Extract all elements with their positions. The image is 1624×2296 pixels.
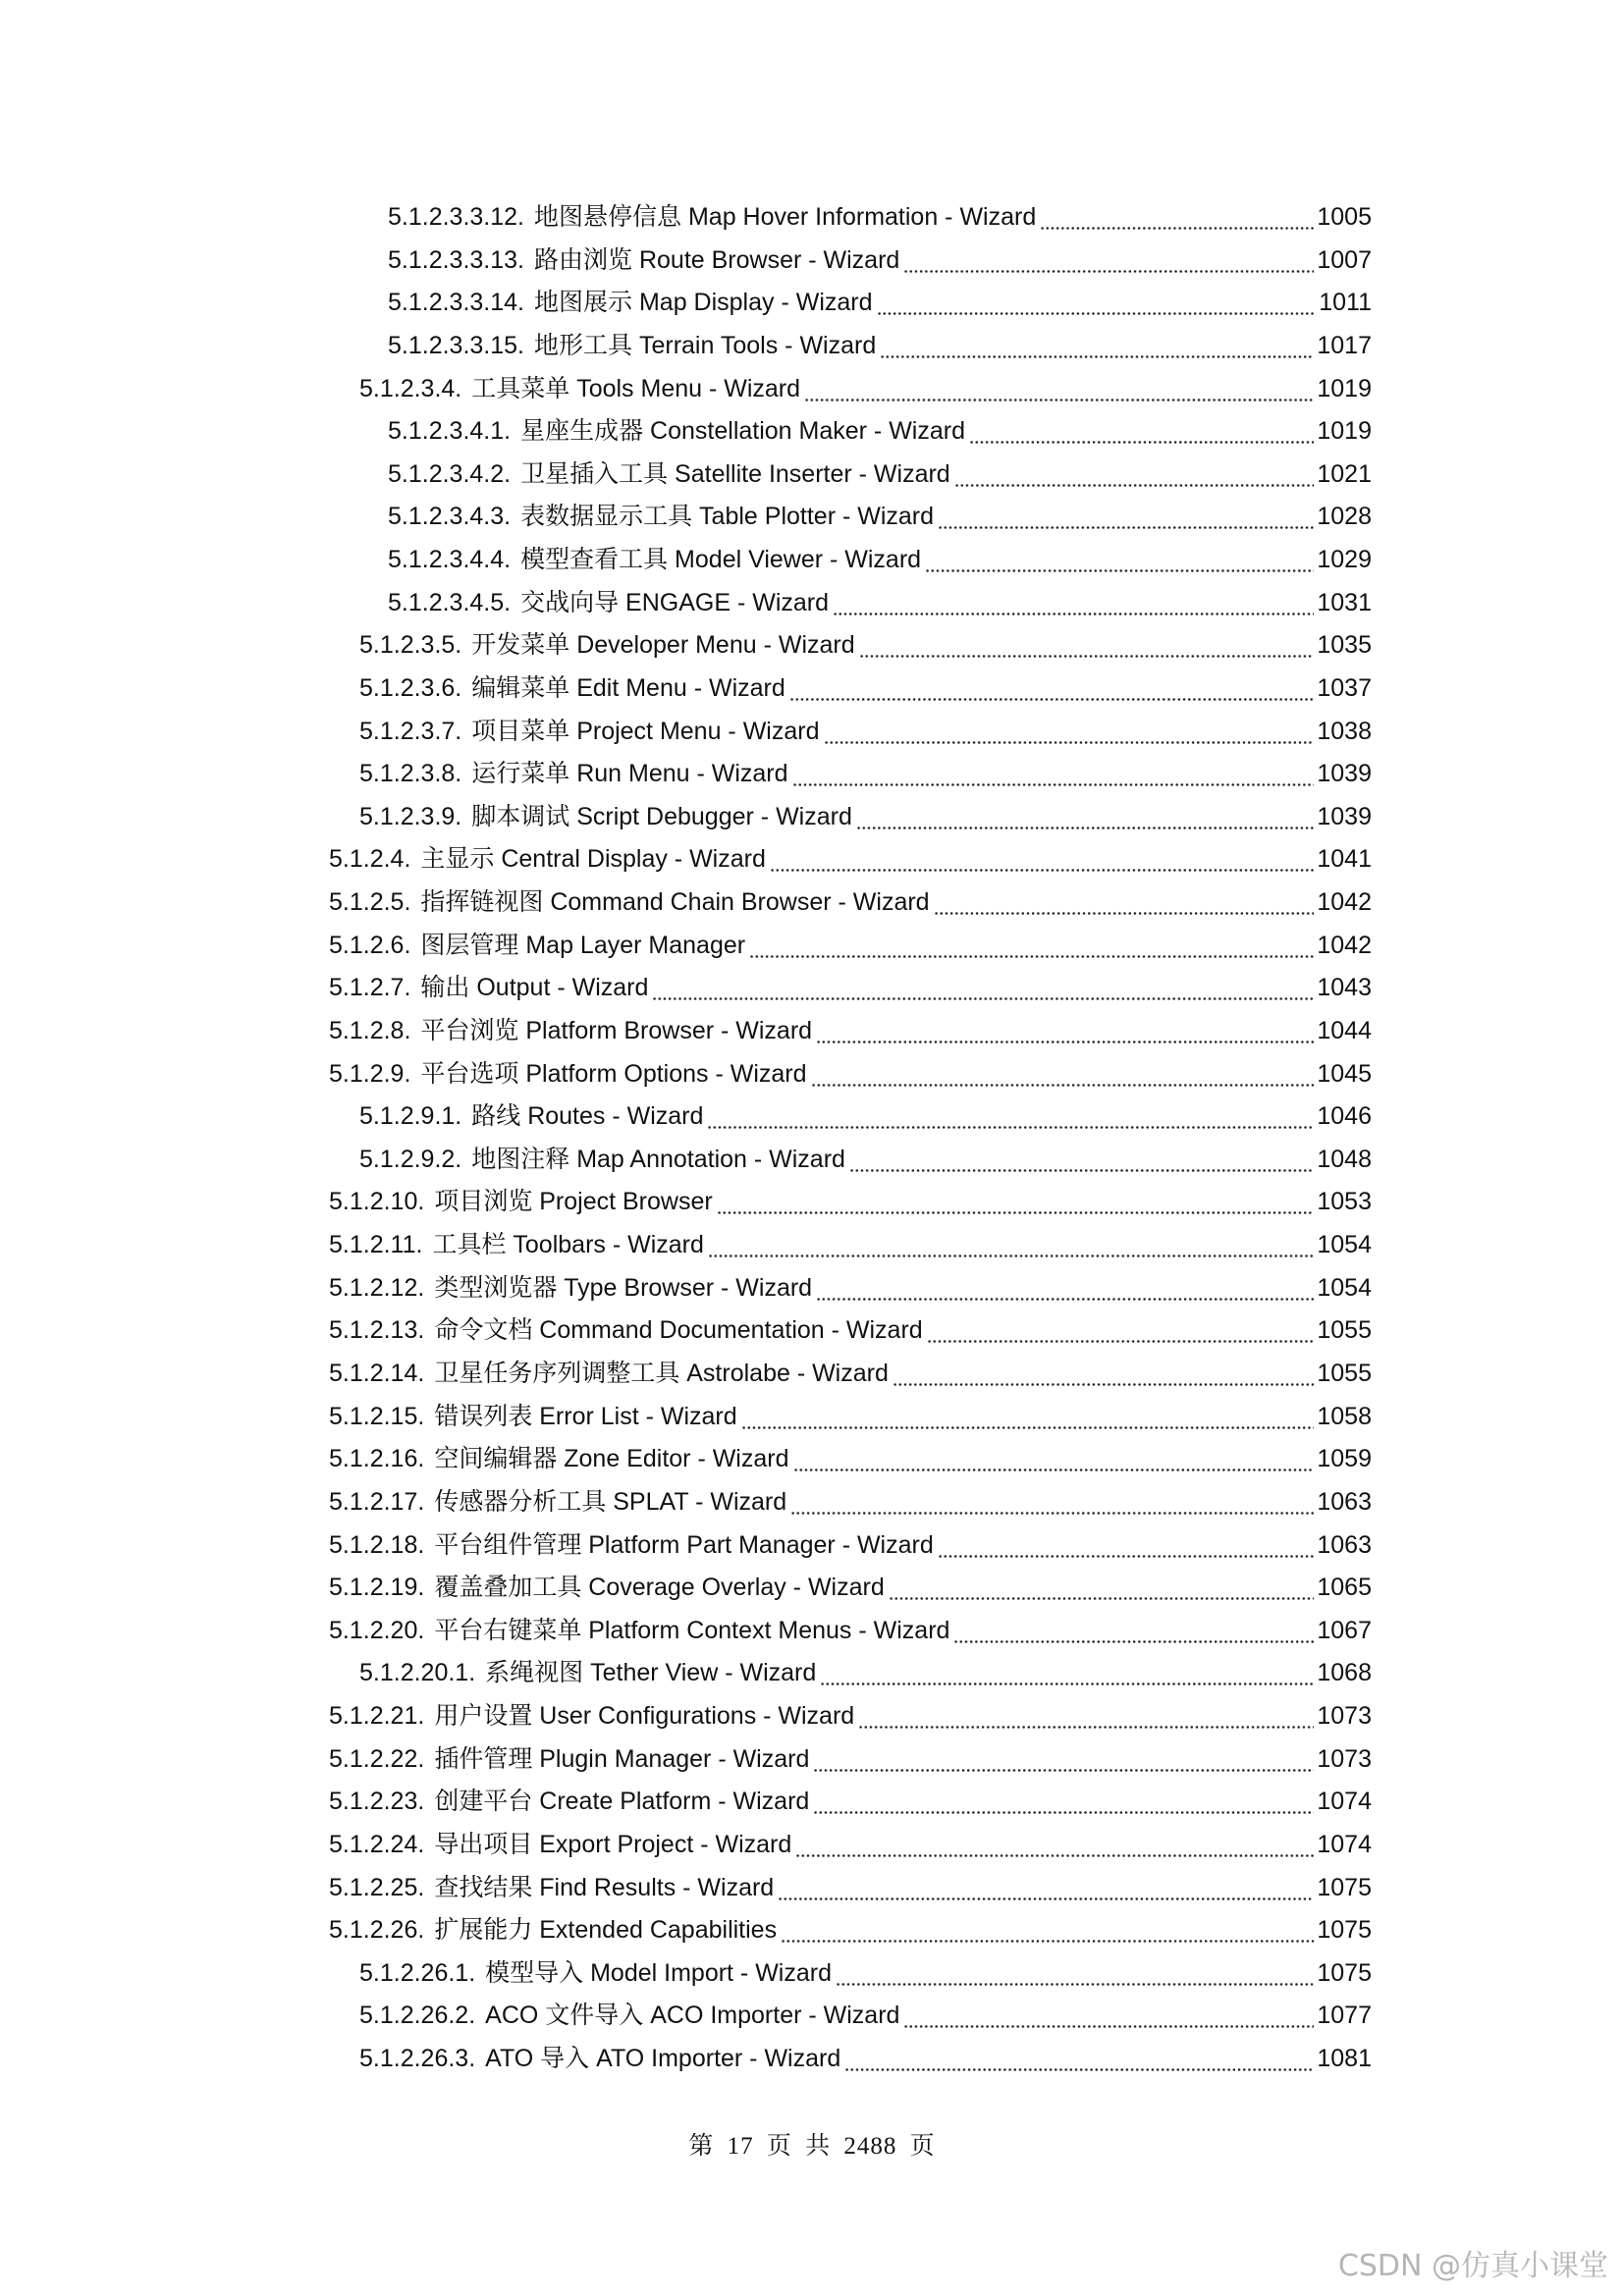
toc-entry-number: 5.1.2.3.4.2. [388, 460, 512, 488]
toc-dot-leader [813, 1741, 1314, 1777]
toc-entry[interactable] [329, 1484, 1372, 1520]
toc-entry-title: 工具菜单 Tools Menu - Wizard [471, 375, 801, 402]
toc-entry-number: 5.1.2.18. [329, 1531, 425, 1559]
toc-entry[interactable] [388, 413, 1372, 449]
toc-entry-number: 5.1.2.5. [329, 888, 411, 916]
toc-dot-leader [927, 1312, 1315, 1348]
toc-entry[interactable] [329, 1698, 1372, 1734]
toc-entry-number: 5.1.2.16. [329, 1445, 425, 1472]
toc-entry-title: 导出项目 Export Project - Wizard [434, 1831, 792, 1858]
toc-entry[interactable] [359, 1142, 1372, 1177]
toc-entry-number: 5.1.2.15. [329, 1403, 425, 1430]
toc-entry[interactable] [359, 2041, 1372, 2076]
toc-entry[interactable] [388, 199, 1372, 235]
toc-dot-leader [813, 1784, 1314, 1819]
toc-entry-page: 1021 [1317, 460, 1372, 488]
toc-dot-leader [953, 1613, 1314, 1648]
toc-entry[interactable] [359, 1955, 1372, 1991]
toc-entry-page: 1067 [1317, 1617, 1372, 1644]
toc-entry[interactable] [329, 970, 1372, 1005]
toc-entry-number: 5.1.2.3.4.4. [388, 546, 512, 573]
toc-entry[interactable] [329, 1056, 1372, 1092]
toc-entry-number: 5.1.2.26.3. [359, 2045, 476, 2072]
toc-dot-leader [833, 585, 1314, 620]
toc-entry[interactable] [359, 1655, 1372, 1690]
toc-dot-leader [877, 285, 1317, 320]
toc-entry[interactable] [329, 1227, 1372, 1262]
toc-entry-number: 5.1.2.17. [329, 1488, 425, 1516]
toc-dot-leader [816, 1270, 1314, 1306]
toc-entry-number: 5.1.2.8. [329, 1017, 411, 1044]
toc-entry-page: 1081 [1317, 2045, 1372, 2072]
toc-entry-number: 5.1.2.20. [329, 1617, 425, 1644]
page-number-footer: 第 17 页 共 2488 页 [688, 2133, 936, 2160]
toc-entry[interactable] [329, 928, 1372, 963]
toc-entry-page: 1054 [1317, 1274, 1372, 1302]
toc-entry-title: 路线 Routes - Wizard [471, 1102, 704, 1130]
toc-entry-page: 1007 [1317, 246, 1372, 274]
toc-entry-page: 1043 [1317, 974, 1372, 1001]
toc-entry-page: 1054 [1317, 1231, 1372, 1258]
toc-entry-title: 输出 Output - Wizard [420, 974, 649, 1001]
toc-dot-leader [858, 1698, 1314, 1734]
toc-dot-leader [781, 1912, 1314, 1948]
toc-entry-title: 传感器分析工具 SPLAT - Wizard [434, 1488, 787, 1516]
toc-entry-title: 平台浏览 Platform Browser - Wizard [420, 1017, 813, 1044]
toc-entry-title: 表数据显示工具 Table Plotter - Wizard [520, 503, 935, 530]
toc-entry-page: 1039 [1317, 760, 1372, 787]
toc-entry[interactable] [359, 627, 1372, 663]
toc-entry-number: 5.1.2.22. [329, 1745, 425, 1773]
toc-entry-title: 主显示 Central Display - Wizard [420, 845, 766, 873]
toc-entry-title: 系绳视图 Tether View - Wizard [485, 1659, 817, 1686]
toc-entry-page: 1042 [1317, 932, 1372, 959]
toc-dot-leader [793, 1441, 1315, 1476]
toc-entry-page: 1077 [1317, 2002, 1372, 2029]
toc-entry-page: 1011 [1319, 289, 1372, 316]
toc-entry-title: ACO 文件导入 ACO Importer - Wizard [485, 2002, 900, 2029]
toc-entry-title: 地图悬停信息 Map Hover Information - Wizard [534, 203, 1037, 231]
toc-entry-number: 5.1.2.12. [329, 1274, 425, 1302]
toc-entry-number: 5.1.2.9. [329, 1060, 411, 1088]
toc-entry-page: 1063 [1317, 1488, 1372, 1516]
toc-entry-page: 1031 [1317, 589, 1372, 616]
toc-dot-leader [789, 670, 1315, 706]
toc-dot-leader [816, 1013, 1314, 1048]
toc-entry-title: 开发菜单 Developer Menu - Wizard [471, 631, 855, 659]
toc-entry-page: 1055 [1317, 1360, 1372, 1387]
toc-entry-number: 5.1.2.3.4. [359, 375, 462, 402]
toc-entry-number: 5.1.2.3.6. [359, 674, 462, 702]
toc-entry-page: 1042 [1317, 888, 1372, 916]
toc-entry-page: 1045 [1317, 1060, 1372, 1088]
toc-entry-title: 插件管理 Plugin Manager - Wizard [434, 1745, 810, 1773]
toc-dot-leader [849, 1142, 1314, 1177]
toc-dot-leader [741, 1399, 1315, 1434]
toc-entry-number: 5.1.2.20.1. [359, 1659, 476, 1686]
toc-entry-title: 平台组件管理 Platform Part Manager - Wizard [434, 1531, 934, 1559]
toc-entry-number: 5.1.2.24. [329, 1831, 425, 1858]
toc-entry-page: 1063 [1317, 1531, 1372, 1559]
toc-entry-page: 1029 [1317, 546, 1372, 573]
toc-entry-number: 5.1.2.10. [329, 1188, 425, 1215]
toc-entry-page: 1038 [1317, 718, 1372, 745]
toc-entry-page: 1075 [1317, 1916, 1372, 1944]
toc-dot-leader [938, 1527, 1315, 1563]
toc-entry-number: 5.1.2.26.1. [359, 1959, 476, 1987]
toc-entry-number: 5.1.2.11. [329, 1231, 423, 1258]
toc-entry-number: 5.1.2.21. [329, 1702, 425, 1730]
toc-entry-title: 模型导入 Model Import - Wizard [485, 1959, 832, 1987]
toc-entry-title: 平台右键菜单 Platform Context Menus - Wizard [434, 1617, 950, 1644]
toc-entry-page: 1046 [1317, 1102, 1372, 1130]
toc-entry-title: 地图注释 Map Annotation - Wizard [471, 1146, 845, 1173]
toc-entry-title: 指挥链视图 Command Chain Browser - Wizard [420, 888, 930, 916]
toc-entry-number: 5.1.2.19. [329, 1574, 425, 1601]
toc-entry-title: 错误列表 Error List - Wizard [434, 1403, 737, 1430]
toc-entry-number: 5.1.2.3.4.3. [388, 503, 512, 530]
toc-dot-leader [707, 1098, 1314, 1134]
toc-entry-title: 项目浏览 Project Browser [434, 1188, 713, 1215]
toc-entry-page: 1073 [1317, 1745, 1372, 1773]
toc-entry-page: 1017 [1317, 332, 1372, 359]
toc-entry-page: 1073 [1317, 1702, 1372, 1730]
toc-entry-title: 卫星插入工具 Satellite Inserter - Wizard [520, 460, 950, 488]
toc-entry[interactable] [388, 542, 1372, 577]
toc-dot-leader [934, 884, 1315, 920]
toc-dot-leader [717, 1184, 1315, 1219]
toc-entry[interactable] [359, 1098, 1372, 1134]
toc-entry-number: 5.1.2.3.3.12. [388, 203, 525, 231]
toc-entry-number: 5.1.2.7. [329, 974, 411, 1001]
toc-dot-leader [925, 542, 1314, 577]
toc-entry-title: 脚本调试 Script Debugger - Wizard [471, 803, 852, 830]
toc-dot-leader [1040, 199, 1314, 235]
toc-entry[interactable] [329, 1827, 1372, 1862]
toc-entry-number: 5.1.2.3.3.15. [388, 332, 525, 359]
watermark: CSDN @仿真小课堂 [1337, 2249, 1608, 2283]
toc-entry-title: 创建平台 Create Platform - Wizard [434, 1788, 810, 1815]
toc-dot-leader [778, 1870, 1314, 1905]
toc-entry[interactable] [329, 1270, 1372, 1306]
toc-entry-page: 1075 [1317, 1874, 1372, 1901]
toc-entry-page: 1035 [1317, 631, 1372, 659]
toc-entry[interactable] [388, 328, 1372, 363]
toc-entry[interactable] [359, 371, 1372, 406]
toc-entry-page: 1028 [1317, 503, 1372, 530]
toc-entry-title: 项目菜单 Project Menu - Wizard [471, 718, 820, 745]
toc-dot-leader [749, 928, 1314, 963]
toc-dot-leader [856, 799, 1315, 834]
toc-entry-title: 空间编辑器 Zone Editor - Wizard [434, 1445, 789, 1472]
toc-entry-page: 1037 [1317, 674, 1372, 702]
toc-entry-page: 1039 [1317, 803, 1372, 830]
toc-entry-number: 5.1.2.3.9. [359, 803, 462, 830]
toc-entry[interactable] [329, 841, 1372, 877]
toc-dot-leader [969, 413, 1314, 449]
toc-dot-leader [859, 627, 1315, 663]
toc-entry[interactable] [359, 714, 1372, 749]
toc-entry[interactable] [329, 1570, 1372, 1605]
toc-entry[interactable] [388, 242, 1372, 278]
toc-entry-title: 类型浏览器 Type Browser - Wizard [434, 1274, 813, 1302]
toc-entry-page: 1074 [1317, 1831, 1372, 1858]
toc-entry-page: 1044 [1317, 1017, 1372, 1044]
toc-entry-page: 1048 [1317, 1146, 1372, 1173]
toc-entry-number: 5.1.2.13. [329, 1316, 425, 1344]
toc-dot-leader [880, 328, 1314, 363]
toc-entry[interactable] [329, 1441, 1372, 1476]
toc-entry[interactable] [329, 1527, 1372, 1563]
toc-entry-page: 1053 [1317, 1188, 1372, 1215]
toc-entry-number: 5.1.2.26. [329, 1916, 425, 1944]
toc-entry-title: 工具栏 Toolbars - Wizard [432, 1231, 704, 1258]
toc-entry-number: 5.1.2.3.4.1. [388, 417, 512, 445]
toc-entry-title: 图层管理 Map Layer Manager [420, 932, 746, 959]
toc-entry[interactable] [329, 1741, 1372, 1777]
toc-entry-page: 1055 [1317, 1316, 1372, 1344]
toc-entry-page: 1019 [1317, 375, 1372, 402]
toc-entry-title: 编辑菜单 Edit Menu - Wizard [471, 674, 785, 702]
toc-entry-number: 5.1.2.3.8. [359, 760, 462, 787]
toc-entry-page: 1074 [1317, 1788, 1372, 1815]
toc-entry-number: 5.1.2.9.1. [359, 1102, 462, 1130]
toc-entry-title: 地形工具 Terrain Tools - Wizard [534, 332, 877, 359]
toc-entry-number: 5.1.2.23. [329, 1788, 425, 1815]
toc-entry[interactable] [329, 1356, 1372, 1391]
toc-entry[interactable] [388, 499, 1372, 534]
toc-entry[interactable] [329, 1784, 1372, 1819]
toc-dot-leader [938, 499, 1314, 534]
toc-dot-leader [792, 756, 1315, 791]
toc-entry[interactable] [329, 1312, 1372, 1348]
toc-entry-title: 运行菜单 Run Menu - Wizard [471, 760, 788, 787]
toc-dot-leader [820, 1655, 1314, 1690]
toc-entry-number: 5.1.2.26.2. [359, 2002, 476, 2029]
toc-entry-title: 查找结果 Find Results - Wizard [434, 1874, 775, 1901]
toc-entry-number: 5.1.2.9.2. [359, 1146, 462, 1173]
toc-dot-leader [795, 1827, 1314, 1862]
toc-entry-title: 命令文档 Command Documentation - Wizard [434, 1316, 923, 1344]
toc-dot-leader [652, 970, 1314, 1005]
toc-entry[interactable] [329, 1399, 1372, 1434]
toc-entry[interactable] [359, 670, 1372, 706]
toc-entry-page: 1041 [1317, 845, 1372, 873]
toc-entry[interactable] [329, 1184, 1372, 1219]
toc-dot-leader [844, 2041, 1314, 2076]
toc-entry-number: 5.1.2.25. [329, 1874, 425, 1901]
toc-entry[interactable] [359, 756, 1372, 791]
toc-dot-leader [889, 1570, 1315, 1605]
toc-dot-leader [708, 1227, 1314, 1262]
toc-entry-number: 5.1.2.3.3.13. [388, 246, 525, 274]
toc-entry[interactable] [359, 799, 1372, 834]
toc-entry-page: 1005 [1317, 203, 1372, 231]
toc-entry-title: 用户设置 User Configurations - Wizard [434, 1702, 855, 1730]
toc-entry-number: 5.1.2.3.5. [359, 631, 462, 659]
toc-entry[interactable] [329, 884, 1372, 920]
toc-entry-page: 1059 [1317, 1445, 1372, 1472]
toc-entry-title: 星座生成器 Constellation Maker - Wizard [520, 417, 965, 445]
toc-dot-leader [903, 242, 1314, 278]
toc-dot-leader [836, 1955, 1314, 1991]
toc-entry-number: 5.1.2.6. [329, 932, 411, 959]
toc-entry-title: 模型查看工具 Model Viewer - Wizard [520, 546, 922, 573]
toc-entry[interactable] [388, 456, 1372, 492]
toc-entry-title: 卫星任务序列调整工具 Astrolabe - Wizard [434, 1360, 889, 1387]
toc-dot-leader [824, 714, 1315, 749]
toc-entry-number: 5.1.2.3.7. [359, 718, 462, 745]
toc-dot-leader [790, 1484, 1314, 1520]
toc-dot-leader [770, 841, 1315, 877]
toc-dot-leader [954, 456, 1315, 492]
toc-entry-number: 5.1.2.3.4.5. [388, 589, 512, 616]
toc-entry-title: 覆盖叠加工具 Coverage Overlay - Wizard [434, 1574, 885, 1601]
toc-entry-title: 扩展能力 Extended Capabilities [434, 1916, 778, 1944]
toc-entry[interactable] [329, 1870, 1372, 1905]
toc-dot-leader [903, 1998, 1314, 2033]
toc-entry[interactable] [388, 285, 1372, 320]
toc-entry-page: 1019 [1317, 417, 1372, 445]
toc-entry-number: 5.1.2.14. [329, 1360, 425, 1387]
toc-dot-leader [804, 371, 1314, 406]
toc-entry-title: 平台选项 Platform Options - Wizard [420, 1060, 807, 1088]
toc-entry[interactable] [329, 1912, 1372, 1948]
toc-entry-title: 路由浏览 Route Browser - Wizard [534, 246, 900, 274]
toc-entry-page: 1075 [1317, 1959, 1372, 1987]
toc-entry-title: 地图展示 Map Display - Wizard [534, 289, 873, 316]
toc-entry-page: 1065 [1317, 1574, 1372, 1601]
toc-dot-leader [811, 1056, 1315, 1092]
toc-entry[interactable] [359, 1998, 1372, 2033]
toc-entry[interactable] [329, 1013, 1372, 1048]
toc-entry-page: 1058 [1317, 1403, 1372, 1430]
toc-entry[interactable] [388, 585, 1372, 620]
toc-entry[interactable] [329, 1613, 1372, 1648]
toc-entry-number: 5.1.2.4. [329, 845, 411, 873]
toc-entry-title: 交战向导 ENGAGE - Wizard [520, 589, 830, 616]
toc-entry-number: 5.1.2.3.3.14. [388, 289, 525, 316]
toc-dot-leader [893, 1356, 1315, 1391]
toc-entry-title: ATO 导入 ATO Importer - Wizard [485, 2045, 841, 2072]
toc-entry-page: 1068 [1317, 1659, 1372, 1686]
